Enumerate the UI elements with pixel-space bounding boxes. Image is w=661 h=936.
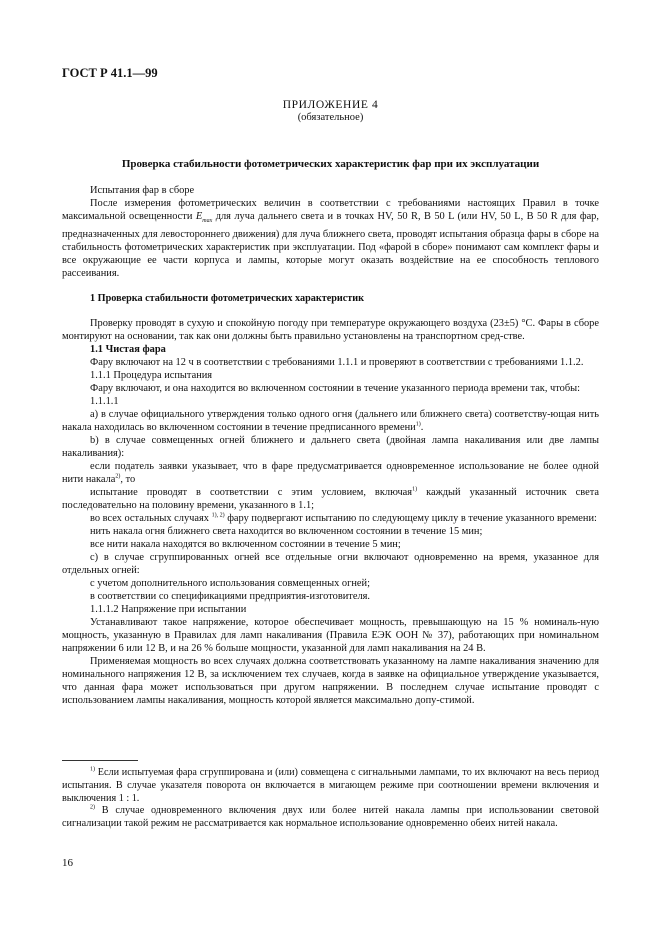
section-1-heading: 1 Проверка стабильности фотометрических характеристик (90, 293, 365, 305)
footnote-separator (62, 760, 138, 761)
footnotes (62, 767, 599, 831)
item-c-note-2: в соответствии со спецификациями предприятия-изготовителя. (90, 591, 371, 603)
footnote-ref: 1), 2) (211, 512, 225, 519)
item-b: b) в случае совмещенных огней ближнего и дальнего света (двойная лампа накаливания или две лампы накаливания): (62, 435, 599, 460)
appendix-status: (обязательное) (297, 112, 364, 123)
page-number: 16 (62, 857, 73, 869)
footnote-1: $^{1)}$ Если испытуемая фара сгруппирована и (или) совмещена с сигнальными лампами, то их включают на весь период испытания. В случае указателя поворота он включается в мигающем режиме при соотношении времени включения и выключения 1 : 1. (62, 766, 600, 804)
item-b-case-1-detail: испытание проводят в соответствии с этим условием, включая$^{1)}$ каждый указанный источник света последовательно на половину времени, указанного в 1.1; (62, 486, 599, 512)
item-b-case-1: если податель заявки указывает, что в фаре предусматривается одновременное использование не более одной нити накала$^{2)}$, то (62, 461, 599, 486)
emax-symbol: $E_{max}$ (195, 211, 213, 225)
intro-heading: Испытания фар в сборе (90, 185, 195, 196)
cycle-step-1: нить накала огня ближнего света находится во включенном состоянии в течение 15 мин; (90, 526, 483, 538)
power-paragraph: Применяемая мощность во всех случаях должна соответствовать указанному на лампе накаливания значению для номинального напряжения 12 В, за исключением тех случаев, когда в заявке на официальное утверждение указывается, что данная фара может использоваться при другом напряжении. В последнем случае испытание проводят с использованием лампы накаливания, мощность которой является максимально допу-стимой. (62, 656, 599, 707)
item-b-case-2: во всех остальных случаях $^{1), 2)}$ фару подвергают испытанию по следующему циклу в течение указанного времени: (90, 512, 597, 525)
footnote-ref: 2) (115, 473, 121, 480)
heading-1-1-1: 1.1.1 Процедура испытания (90, 370, 213, 382)
heading-1-1-1-1: 1.1.1.1 (90, 396, 119, 408)
intro-paragraph: После измерения фотометрических величин в соответствии с требованиями настоящих Правил в точке максимальной освещенности $E_{max}$ для луча дальнего света и в точках HV, 50 R, B 50 L (или HV, 50 L, B 50 R для фар, предназначенных для левостороннего движения) для луча ближнего света, проводят испытания образца фары в сборе на стабильность фотометрических характеристик при эксплуатации. Под «фарой в сборе» понимают сам комплект фары и все окружающие ее части корпуса и лампы, которые могут оказать воздействие на ее способность теплового рассеивания. (62, 198, 599, 280)
footnote-ref: 1) (412, 486, 418, 493)
voltage-paragraph: Устанавливают такое напряжение, которое обеспечивает мощность, превышающую на 15 % номиналь-ную мощность, указанную в Правилах для ламп накаливания (Правила ЕЭК ООН № 37), работающих при номинальном напряжении 6 или 12 В, и на 26 % больше мощности, указанной для ламп накаливания на 24 В. (62, 617, 599, 655)
footnote-mark: 1) (90, 766, 95, 773)
item-a: а) в случае официального утверждения только одного огня (дальнего или ближнего света) соответству-ющая нить накала находилась во включенном состоянии в течение предписанного времени$^{1)}$. (62, 409, 599, 434)
heading-1-1: 1.1 Чистая фара (90, 344, 166, 356)
appendix-label: ПРИЛОЖЕНИЕ 4 (282, 99, 379, 111)
heading-1-1-1-2: 1.1.1.2 Напряжение при испытании (90, 604, 247, 616)
cycle-step-2: все нити накала находятся во включенном состоянии в течение 5 мин; (90, 539, 401, 551)
paragraph-1-1-1: Фару включают, и она находится во включенном состоянии в течение указанного периода времени так, чтобы: (90, 383, 581, 395)
footnote-mark: 2) (90, 805, 95, 811)
paragraph-1-1: Фару включают на 12 ч в соответствии с требованиями 1.1.1 и проверяют в соответствии с требованиями 1.1.2. (90, 357, 584, 369)
item-c: c) в случае сгруппированных огней все отдельные огни включают одновременно на время, указанное для отдельных огней: (62, 552, 599, 577)
body-text (62, 184, 599, 707)
document-code: ГОСТ Р 41.1—99 (62, 66, 158, 80)
item-c-note-1: с учетом дополнительного использования совмещенных огней; (90, 578, 370, 590)
footnote-2: $^{2)}$ В случае одновременного включения двух или более нитей накала лампы при использовании световой сигнализации такой режим не рассматривается как нормальное использование одновременно обеих нитей накала. (62, 805, 599, 830)
footnote-ref: 1) (415, 421, 421, 428)
section-1-paragraph: Проверку проводят в сухую и спокойную погоду при температуре окружающего воздуха (23±5) °С. Фары в сборе монтируют на основании, так как они должны быть правильно установлены на транспортном сред-стве. (62, 318, 599, 343)
appendix-title: Проверка стабильности фотометрических характеристик фар при их эксплуатации (121, 158, 540, 170)
